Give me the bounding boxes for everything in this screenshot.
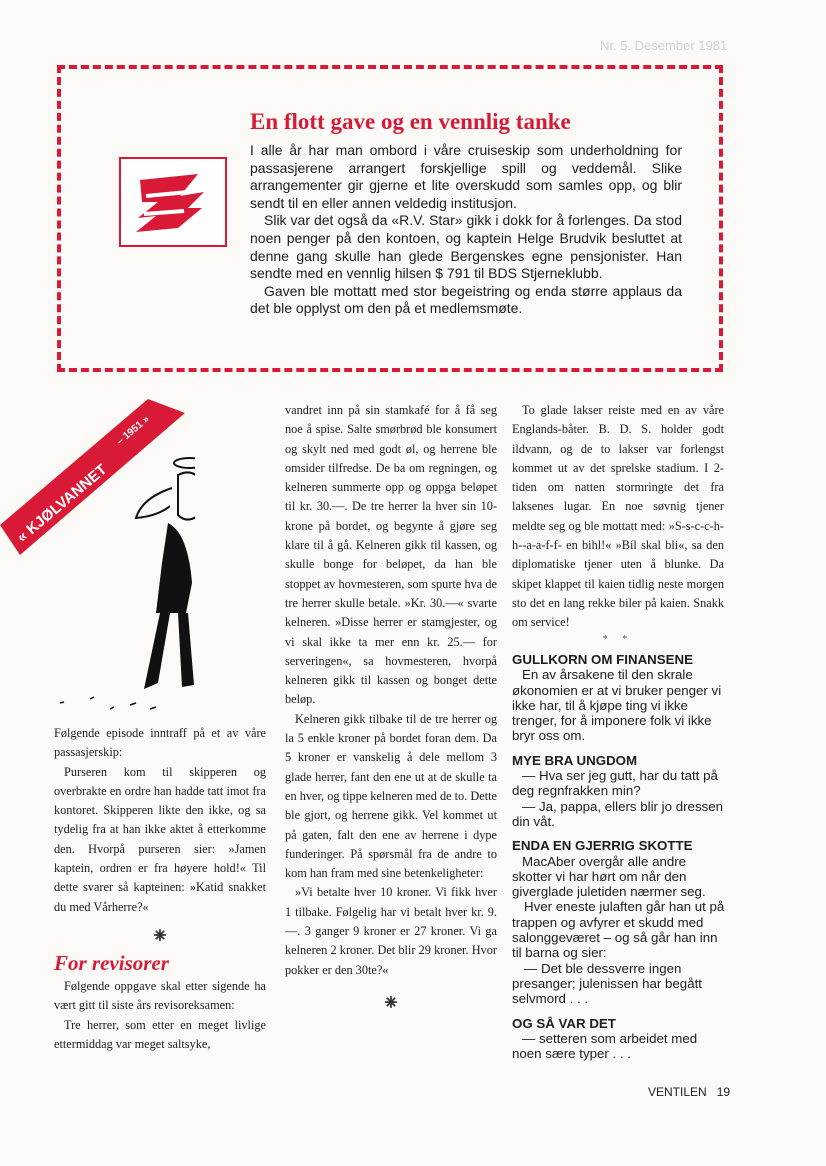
- section-heading: OG SÅ VAR DET: [512, 1015, 616, 1031]
- separator-stars: * *: [602, 633, 634, 645]
- section-text: En av årsakene til den skrale økonomien er at vi bruker penger vi ikke har, til å kjøpe ting vi ikke trenger, for å imponere folk vi ikke bryr oss om.: [512, 667, 722, 744]
- article-paragraph: Purseren kom til skipperen og overbrakte en ordre han hadde tatt imot fra kontoret. Skipperen likte den ikke, og sa tydelig fra at han ikke aktet å etterkomme den. Hvorpå purseren sier: »Jamen kaptein, ordren er fra høyere hold!« Til dette svarer så kapteinen: »Katid snakket du med Vårherre?«: [54, 764, 266, 914]
- section-heading: GULLKORN OM FINANSENE: [512, 652, 693, 667]
- column-3: [512, 401, 724, 647]
- article-paragraph: Kelneren gikk tilbake til de tre herrer og la 5 enkle kroner på bordet foran dem. Da 5 kroner er vanskelig å dele mellom 3 glade herrer, fant den ene ut at de skulle ta en hver, og tippe kelneren med de to. Dette ble gjort, og herrene gikk. Vel kommet ut på gaten, falt den ene av herrene i dype funderinger. På spørsmål fra de andre to kom han fram med sine betenkeligheter:: [285, 711, 497, 881]
- section-title: For revisorer: [54, 950, 169, 975]
- feature-paragraph: Gaven ble mottatt med stor begeistring og enda større applaus da det ble opplyst om den på et medlemsmøte.: [250, 282, 682, 317]
- column-2: [285, 401, 497, 1014]
- section-text: — Ja, pappa, ellers blir jo dressen din våt.: [512, 798, 724, 829]
- page-number: 19: [716, 1085, 731, 1099]
- article-paragraph: Tre herrer, som etter en meget livlige ettermiddag var meget saltsyke,: [54, 1017, 266, 1051]
- section-heading: ENDA EN GJERRIG SKOTTE: [512, 838, 693, 854]
- angel-illustration: [0, 393, 195, 723]
- kjolvannet-banner: [0, 399, 185, 555]
- feature-paragraph: Slik var det også da «R.V. Star» gikk i dokk for å forlenges. Da stod noen penger på den kontoen, og kaptein Helge Brudvik besluttet at denne gang skulle han glede Bergenskes egne pensjonister. Han sendte med en vennlig hilsen $ 791 til BDS Stjerneklubb.: [250, 212, 682, 282]
- article-paragraph: Følgende episode inntraff på et av våre passasjerskip:: [54, 726, 266, 760]
- feature-title: En flott gave og en vennlig tanke: [250, 109, 571, 134]
- magazine-name: VENTILEN: [648, 1085, 707, 1099]
- section-text: Hver eneste julaften går han ut på trappen og avfyrer et skudd med salonggeværet – og så går han inn til barna og sier:: [512, 899, 725, 961]
- feature-paragraph: I alle år har man ombord i våre cruiseskip som underholdning for passasjerene arrangert forskjellige spill og veddemål. Slike arrangementer gir gjerne et lite overskudd som samles opp, og blir sendt til en eller annen veldedig institusjon.: [250, 142, 682, 211]
- separator-star: ⁕: [150, 922, 170, 948]
- section-text: — setteren som arbeidet med noen sære typer . . .: [512, 1030, 698, 1062]
- kjolvannet-year: – 1951 »: [114, 413, 152, 448]
- section-text: — Hva ser jeg gutt, har du tatt på deg regnfrakken min?: [512, 768, 718, 799]
- separator-star: ⁕: [381, 989, 401, 1015]
- article-paragraph: To glade lakser reiste med en av våre Englands-båter. B. D. S. holder godt ildvann, og de to lakser var forlengst kommet ut av det sprelske stadium. I 2-tiden om natten stormringte det fra laksenes lugar. En noe søvnig tjener meldte seg og ble mottatt med: »S-s-c-c-h-h--a-a-f-f- en bihl!« »Bíl skal bli«, sa den diplomatiske tjener uten å blunke. Da skipet klappet til kaien tidlig neste morgen sto det en lang rekke biler på kaien. Snakk om service!: [512, 403, 724, 630]
- bds-logo-icon: [118, 156, 228, 248]
- issue-header: Nr. 5. Desember 1981: [600, 38, 728, 53]
- section-heading: MYE BRA UNGDOM: [512, 752, 638, 768]
- article-paragraph: vandret inn på sin stamkafé for å få seg noe å spise. Salte smørbrød ble konsumert og skylt ned med godt øl, og herrene ble omsider tilfredse. De ba om regningen, og kelneren summerte opp og oppga beløpet til kr. 30.—. De tre herrer la hver sin 10-krone på bordet, og begynte å gjøre seg klare til å gå. Kelneren gikk til kassen, og skulle bonge for beløpet, da han ble stoppet av hovmesteren, som spurte hva de tre herrer skulle betale. »Kr. 30.—« svarte kelneren. »Disse herrer er stamgjester, og vi skal ikke ta mer enn kr. 25.— for serveringen«, sa hovmesteren, hvorpå kelneren gikk til kassen og bonget dette beløp.: [285, 403, 497, 707]
- page-footer: [648, 1085, 730, 1099]
- section-text: — Det ble dessverre ingen presanger; julenissen har begått selvmord . . .: [512, 960, 702, 1007]
- article-paragraph: Følgende oppgave skal etter sigende ha vært gitt til siste års revisoreksamen:: [54, 978, 266, 1013]
- column-4: [512, 652, 726, 1061]
- article-paragraph: »Vi betalte hver 10 kroner. Vi fikk hver 1 tilbake. Følgelig har vi betalt hver kr. 9.—. 3 ganger 9 kroner er 27 kroner. Vi ga kelneren 2 kroner. Det blir 29 kroner. Hvor pokker er den 30te?«: [285, 885, 497, 977]
- feature-text: [250, 142, 682, 318]
- kjolvannet-label: « KJØLVANNET: [13, 461, 111, 547]
- column-1: [54, 724, 266, 1054]
- section-text: MacAber overgår alle andre skotter vi har hørt om når den giverglade juletiden nærmer seg.: [512, 853, 706, 900]
